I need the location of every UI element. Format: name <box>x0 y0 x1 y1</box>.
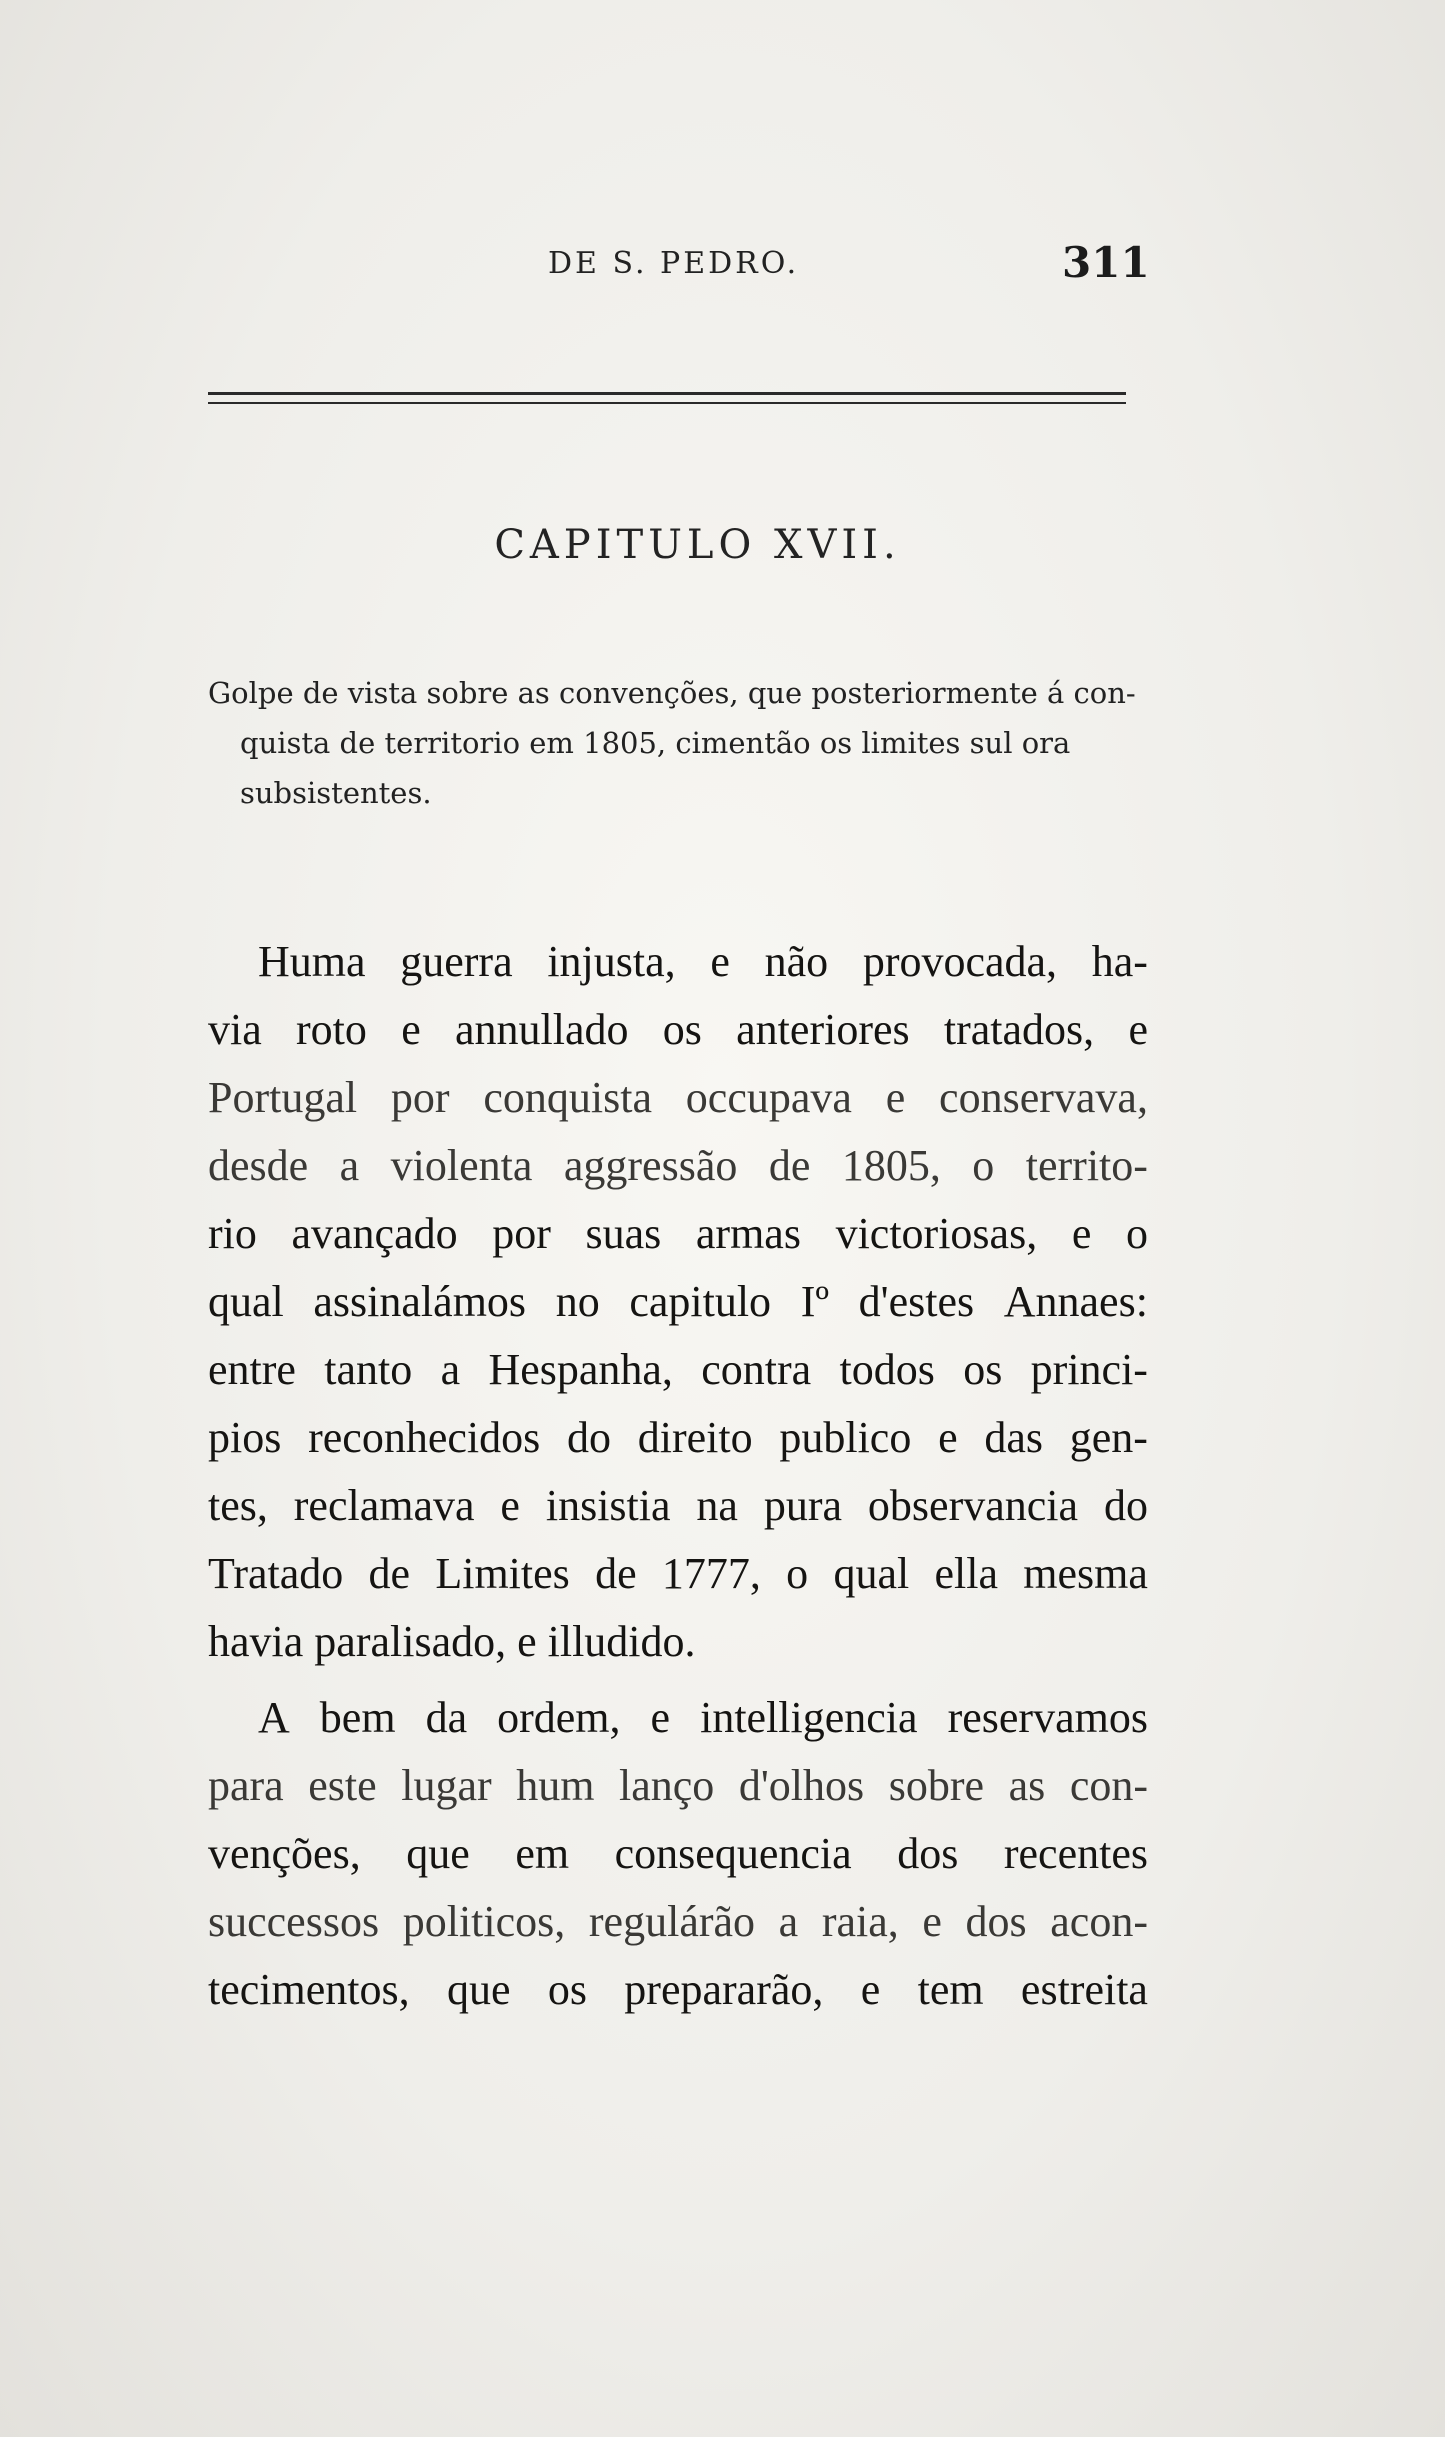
text-line: entre tanto a Hespanha, contra todos os princi- <box>208 1345 1148 1394</box>
text-line: qual assinalámos no capitulo Iº d'estes Annaes: <box>208 1277 1148 1326</box>
text-line: rio avançado por suas armas victoriosas, e o <box>208 1209 1148 1258</box>
running-head <box>0 238 1445 298</box>
text-line: Portugal por conquista occupava e conservava, <box>208 1073 1148 1122</box>
text-line: pios reconhecidos do direito publico e das gen- <box>208 1413 1148 1462</box>
chapter-heading: CAPITULO XVII. <box>494 522 901 568</box>
text-line: venções, que em consequencia dos recentes <box>208 1829 1148 1878</box>
header-rule-bottom <box>208 402 1126 404</box>
text-line: para este lugar hum lanço d'olhos sobre as con- <box>208 1761 1148 1810</box>
body-text <box>208 928 1148 2024</box>
text-line: A bem da ordem, e intelligencia reservamos <box>258 1693 1148 1742</box>
paragraph-1 <box>208 928 1148 1676</box>
text-line: via roto e annullado os anteriores tratados, e <box>208 1005 1148 1054</box>
text-line: desde a violenta aggressão de 1805, o territo- <box>208 1141 1148 1190</box>
chapter-summary <box>208 668 1138 818</box>
text-line: Huma guerra injusta, e não provocada, ha- <box>258 937 1148 986</box>
running-title: DE S. PEDRO. <box>548 246 800 281</box>
summary-line: quista de territorio em 1805, cimentão os limites sul ora <box>240 726 1071 760</box>
text-line: tes, reclamava e insistia na pura observancia do <box>208 1481 1148 1530</box>
page-number: 311 <box>1062 238 1150 287</box>
header-rule-top <box>208 392 1126 395</box>
summary-line: subsistentes. <box>240 776 432 810</box>
summary-line: Golpe de vista sobre as convenções, que posteriormente á con- <box>208 676 1136 710</box>
text-line: Tratado de Limites de 1777, o qual ella mesma <box>208 1549 1148 1598</box>
text-line: tecimentos, que os prepararão, e tem estreita <box>208 1965 1148 2014</box>
text-line: havia paralisado, e illudido. <box>208 1617 696 1666</box>
text-line: successos politicos, regulárão a raia, e dos acon- <box>208 1897 1148 1946</box>
paragraph-2 <box>208 1684 1148 2024</box>
